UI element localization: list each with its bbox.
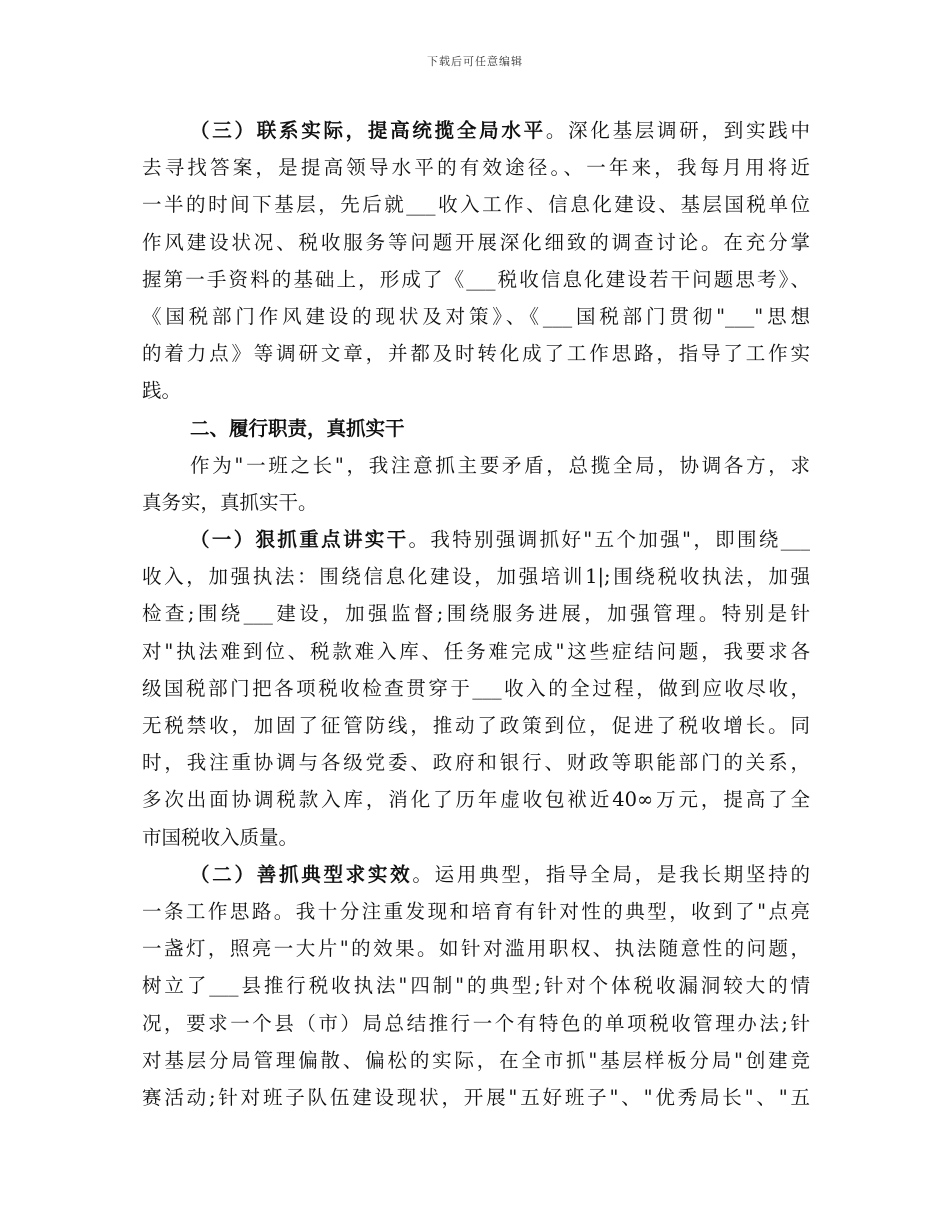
- line-text: 一半的时间下基层，先后就___收入工作、信息化建设、基层国税单位: [142, 193, 810, 217]
- bold-heading: （三）联系实际，提高统揽全局水平: [190, 119, 546, 142]
- line-text: 作为"一班之长"，我注意抓主要矛盾，总揽全局，协调各方，求: [190, 453, 810, 477]
- line-text: 树立了___县推行税收执法"四制"的典型;针对个体税收漏洞较大的情: [142, 974, 810, 998]
- document-body: [142, 112, 810, 1116]
- text-line: [142, 521, 810, 558]
- line-text: 。我特别强调抓好"五个加强"，即围绕___: [408, 528, 810, 552]
- text-line: [142, 707, 810, 744]
- line-text: 去寻找答案，是提高领导水平的有效途径。、一年来，我每月用将近: [142, 156, 810, 180]
- text-line: [142, 819, 810, 856]
- line-text: 市国税收入质量。: [142, 825, 299, 849]
- text-line: [142, 744, 810, 781]
- line-text: 况，要求一个县（市）局总结推行一个有特色的单项税收管理办法;针: [142, 1011, 810, 1035]
- line-text: 握第一手资料的基础上，形成了《___税收信息化建设若干问题思考》、: [142, 267, 810, 291]
- text-line: [142, 335, 810, 372]
- line-text: 对"执法难到位、税款难入库、任务难完成"这些症结问题，我要求各: [142, 639, 810, 663]
- line-text: 收入，加强执法：围绕信息化建设，加强培训1|;围绕税收执法，加强: [142, 565, 810, 589]
- text-line: [142, 856, 810, 893]
- line-text: 一条工作思路。我十分注重发现和培育有针对性的典型，收到了"点亮: [142, 899, 810, 923]
- line-text: 对基层分局管理偏散、偏松的实际，在全市抓"基层样板分局"创建竞: [142, 1048, 810, 1072]
- text-line: [142, 372, 810, 409]
- text-line: [142, 558, 810, 595]
- line-text: 一盏灯，照亮一大片"的效果。如针对滥用职权、执法随意性的问题，: [142, 937, 810, 961]
- line-text: 检查;围绕___建设，加强监督;围绕服务进展，加强管理。特别是针: [142, 602, 810, 626]
- bold-heading: 二、履行职责，真抓实干: [190, 416, 405, 440]
- text-line: [142, 893, 810, 930]
- text-line: [142, 149, 810, 186]
- bold-heading: （二）善抓典型求实效: [190, 862, 413, 886]
- text-line: [142, 261, 810, 298]
- text-line: [142, 1079, 810, 1116]
- line-text: 。运用典型，指导全局，是我长期坚持的: [412, 862, 810, 886]
- line-text: 赛活动;针对班子队伍建设现状，开展"五好班子"、"优秀局长"、"五: [142, 1085, 810, 1109]
- text-line: [142, 595, 810, 632]
- text-line: [142, 967, 810, 1004]
- line-text: 无税禁收，加固了征管防线，推动了政策到位，促进了税收增长。同: [142, 714, 810, 737]
- text-line: [142, 930, 810, 967]
- page-header: 下载后可任意编辑: [427, 55, 523, 68]
- bold-heading: （一）狠抓重点讲实干: [190, 528, 409, 552]
- line-text: 作风建设状况、税收服务等问题开展深化细致的调查讨论。在充分掌: [142, 230, 810, 254]
- text-line: [142, 633, 810, 670]
- text-line: [142, 484, 810, 521]
- text-line: [142, 1005, 810, 1042]
- text-line: [142, 112, 810, 149]
- line-text: 的着力点》等调研文章，并都及时转化成了工作思路，指导了工作实: [142, 342, 810, 366]
- line-text: 级国税部门把各项税收检查贯穿于___收入的全过程，做到应收尽收，: [142, 676, 810, 700]
- text-line: [142, 298, 810, 335]
- line-text: 《国税部门作风建设的现状及对策》、《___国税部门贯彻"___"思想: [142, 304, 810, 328]
- line-text: 多次出面协调税款入库，消化了历年虚收包袱近40∞万元，提高了全: [142, 788, 810, 812]
- line-text: 践。: [142, 379, 182, 403]
- text-line: [142, 670, 810, 707]
- text-line: [142, 410, 810, 447]
- text-line: [142, 1042, 810, 1079]
- line-text: 。深化基层调研，到实践中: [545, 119, 810, 142]
- line-text: 时，我注重协调与各级党委、政府和银行、财政等职能部门的关系，: [142, 751, 810, 775]
- line-text: 真务实，真抓实干。: [142, 490, 318, 514]
- text-line: [142, 447, 810, 484]
- text-line: [142, 224, 810, 261]
- text-line: [142, 186, 810, 223]
- text-line: [142, 781, 810, 818]
